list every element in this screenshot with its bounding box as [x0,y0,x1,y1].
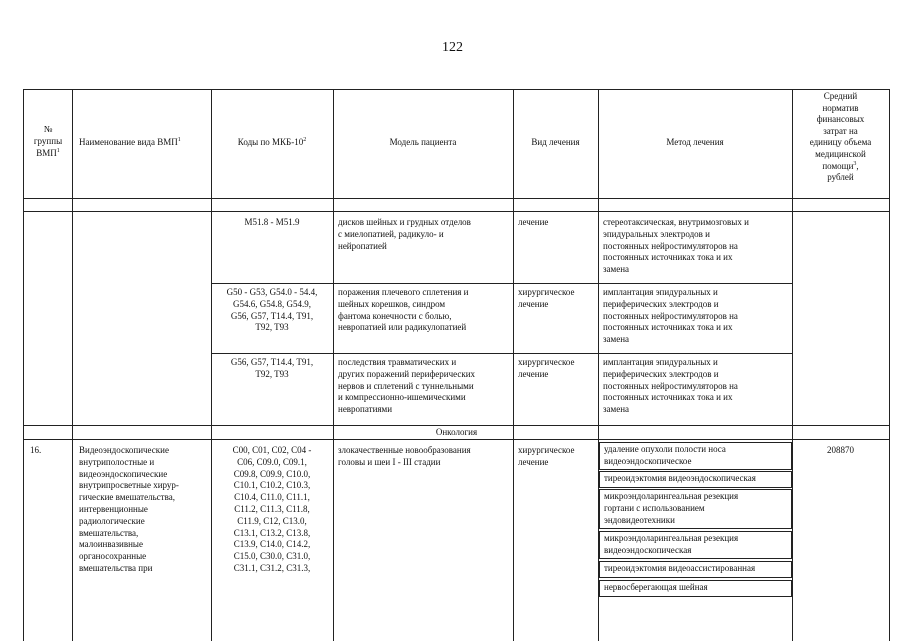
type-cell: хирургическое лечение [518,445,575,467]
header-name: Наименование вида ВМП$^1$ [79,137,181,147]
page-number: 122 [442,40,463,55]
row-divider [24,439,889,440]
vmp-name-cell: Видеоэндоскопические внутриполостные и видеоэндоскопические внутрипросветные хирур- гические вмешательства, интервенционные радиологические вмешательства, малоинвазивные органосохранные вмешательства при [79,445,179,573]
type-cell: лечение [518,217,549,227]
codes-cell: C00, C01, C02, C04 - C06, C09.0, C09.1, C09.8, C09.9, C10.0, C10.1, C10.2, C10.3, C10.4, C11.0, C11.1, C11.2, C11.3, C11.8, C11.9, C12, C13.0, C13.1, C13.2, C13.8, C13.9, C14.0, C14.2, C15.0, C30.0, C31.0, C31.1, C31.2, C31.3, [232,445,312,573]
codes-cell: G56, G57, T14.4, T91, T92, T93 [230,357,314,379]
method-cell: имплантация эпидуральных и периферических электродов и постоянных нейростимуляторов на постоянных источниках тока и их замена [603,357,738,415]
model-cell: поражения плечевого сплетения и шейных корешков, синдром фантома конечности с болью, невропатией или радикулопатией [338,287,469,333]
header-no: № группы ВМП$^1$ [33,124,63,158]
header-method: Метод лечения [666,137,724,147]
table [23,89,890,641]
section-title: Онкология [435,427,478,437]
cost-cell: 208870 [827,445,854,455]
model-cell: злокачественные новообразования головы и шеи I - III стадии [338,445,471,467]
col-divider [72,90,73,641]
header-model: Модель пациента [389,137,457,147]
method-box: тиреоидэктомия видеоассистированная [599,561,792,578]
method-box: тиреоидэктомия видеоэндоскопическая [599,471,792,488]
method-box: микроэндоларингеальная резекция видеоэндоскопическая [599,531,792,559]
codes-cell: G50 - G53, G54.0 - 54.4, G54.6, G54.8, G54.9, G56, G57, T14.4, T91, T92, T93 [226,287,318,333]
method-cell: имплантация эпидуральных и периферических электродов и постоянных нейростимуляторов на постоянных источниках тока и их замена [603,287,738,345]
col-divider [513,90,514,641]
type-cell: хирургическое лечение [518,287,575,309]
type-cell: хирургическое лечение [518,357,575,379]
method-box: удаление опухоли полости носа видеоэндоскопическое [599,442,792,470]
row-divider [211,283,792,284]
col-divider [333,90,334,641]
row-divider [211,353,792,354]
header-type: Вид лечения [531,137,580,147]
model-cell: дисков шейных и грудных отделов с миелопатией, радикуло- и нейропатией [338,217,471,251]
row-divider [24,198,889,199]
method-cell: стереотаксическая, внутримозговых и эпидуральных электродов и постоянных нейростимуляторов на постоянных источниках тока и их замена [603,217,749,275]
header-codes: Коды по МКБ-$10^2$ [237,137,307,147]
model-cell: последствия травматических и других поражений периферических нервов и сплетений с туннельными и компрессионно-ишемическими невропатиями [338,357,476,415]
codes-cell: M51.8 - M51.9 [244,217,300,227]
group-number: 16. [30,445,42,455]
row-divider [24,425,889,426]
header-cost: Средний норматив финансовых затрат на единицу объема медицинской помощи$^3$, рублей [809,91,872,183]
method-box: нервосберегающая шейная [599,580,792,597]
row-divider [24,211,889,212]
method-box: микроэндоларингеальная резекция гортани с использованием эндовидеотехники [599,489,792,529]
